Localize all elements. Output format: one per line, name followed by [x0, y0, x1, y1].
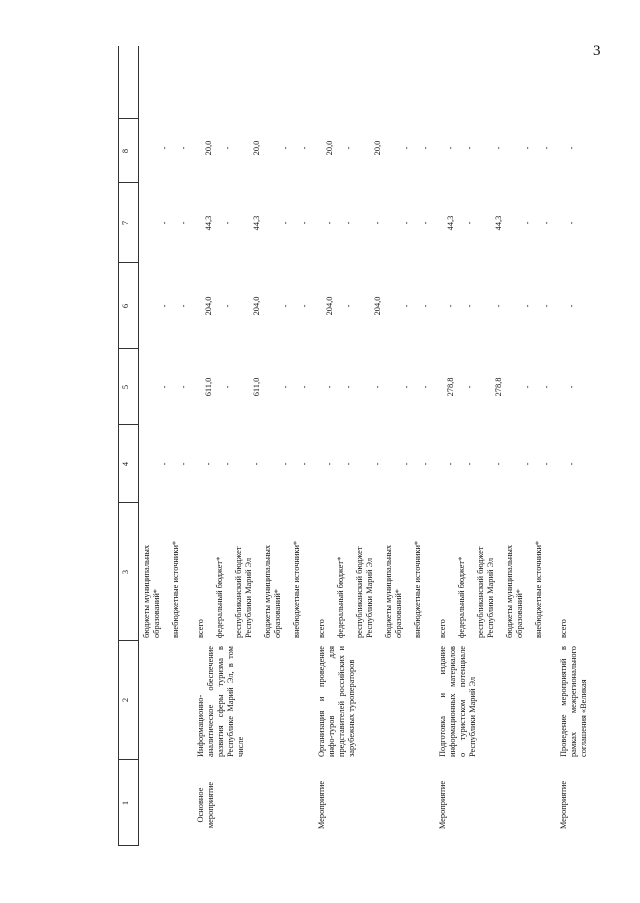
- funding-value: -: [160, 462, 169, 466]
- funding-value: -: [344, 221, 353, 225]
- row-name: Подготовка и издание информационных материалов о туристском потенциале Республики Марий Эл: [438, 646, 477, 757]
- row-type: Мероприятие: [438, 780, 447, 830]
- funding-value: -: [523, 462, 532, 466]
- funding-value: -: [281, 462, 290, 466]
- funding-value: -: [300, 304, 309, 308]
- funding-value: 278,8: [446, 377, 455, 397]
- funding-source: всего: [438, 619, 447, 638]
- funding-source: республиканский бюджет Республики Марий Эл: [355, 546, 374, 638]
- funding-source: внебюджетные источники*: [171, 540, 180, 638]
- funding-source: внебюджетные источники*: [292, 540, 301, 638]
- funding-value: -: [542, 385, 551, 389]
- funding-value: 20,0: [325, 140, 334, 156]
- funding-value: -: [523, 304, 532, 308]
- funding-value: -: [446, 146, 455, 150]
- funding-value: -: [179, 304, 188, 308]
- funding-value: -: [281, 221, 290, 225]
- funding-value: -: [223, 221, 232, 225]
- funding-value: -: [160, 385, 169, 389]
- funding-source: республиканский бюджет Республики Марий Эл: [476, 546, 495, 638]
- funding-source: внебюджетные источники*: [534, 540, 543, 638]
- rotated-table: [118, 46, 588, 846]
- funding-value: 204,0: [373, 296, 382, 316]
- funding-value: 44,3: [204, 215, 213, 231]
- funding-value: -: [402, 462, 411, 466]
- header-divider: [118, 640, 138, 641]
- funding-source: бюджеты муниципальных образований*: [505, 544, 524, 638]
- funding-value: -: [523, 146, 532, 150]
- funding-value: 204,0: [204, 296, 213, 316]
- header-divider: [118, 424, 138, 425]
- funding-value: -: [160, 304, 169, 308]
- funding-value: -: [494, 146, 503, 150]
- funding-value: -: [281, 146, 290, 150]
- funding-value: 20,0: [252, 140, 261, 156]
- header-divider: [118, 348, 138, 349]
- funding-value: -: [542, 221, 551, 225]
- funding-value: -: [325, 385, 334, 389]
- funding-value: -: [421, 462, 430, 466]
- row-name: Информационно-аналитическое обеспечение развития сферы туризма в Республике Марий Эл, в том числе: [196, 646, 245, 757]
- funding-source: внебюджетные источники*: [413, 540, 422, 638]
- funding-value: -: [446, 304, 455, 308]
- funding-value: -: [567, 146, 576, 150]
- funding-source: федеральный бюджет*: [457, 556, 466, 638]
- funding-value: -: [373, 221, 382, 225]
- funding-value: -: [373, 462, 382, 466]
- funding-value: -: [344, 146, 353, 150]
- funding-value: 44,3: [446, 215, 455, 231]
- funding-value: -: [494, 304, 503, 308]
- header-divider: [118, 502, 138, 503]
- funding-value: -: [300, 146, 309, 150]
- funding-value: -: [542, 146, 551, 150]
- funding-source: федеральный бюджет*: [215, 556, 224, 638]
- header-col-4: 4: [121, 461, 130, 467]
- funding-value: -: [281, 304, 290, 308]
- funding-value: -: [325, 221, 334, 225]
- funding-source: республиканский бюджет Республики Марий Эл: [234, 546, 253, 638]
- funding-source: бюджеты муниципальных образований*: [142, 544, 161, 638]
- funding-value: -: [300, 385, 309, 389]
- row-type: Основное мероприятие: [196, 781, 215, 829]
- funding-value: -: [179, 221, 188, 225]
- header-col-7: 7: [121, 220, 130, 226]
- funding-value: -: [325, 462, 334, 466]
- funding-value: -: [402, 146, 411, 150]
- funding-value: -: [465, 146, 474, 150]
- funding-value: -: [160, 221, 169, 225]
- funding-value: -: [160, 146, 169, 150]
- funding-source: бюджеты муниципальных образований*: [384, 544, 403, 638]
- header-col-1: 1: [121, 800, 130, 806]
- funding-value: -: [402, 385, 411, 389]
- funding-value: -: [567, 385, 576, 389]
- funding-value: 278,8: [494, 377, 503, 397]
- funding-source: бюджеты муниципальных образований*: [263, 544, 282, 638]
- funding-value: -: [252, 462, 261, 466]
- row-type: Мероприятие: [559, 780, 568, 830]
- funding-value: -: [465, 462, 474, 466]
- funding-value: -: [494, 462, 503, 466]
- row-name: Организация и проведение инфо-туров для представителей российских и зарубежных туроператоров: [317, 646, 356, 757]
- funding-value: -: [542, 462, 551, 466]
- funding-value: -: [223, 462, 232, 466]
- header-divider: [118, 118, 138, 119]
- row-name: Проведение мероприятий в рамках межрегионального соглашения «Великая: [559, 646, 588, 757]
- funding-value: -: [179, 146, 188, 150]
- funding-value: 44,3: [494, 215, 503, 231]
- header-col-6: 6: [121, 303, 130, 309]
- funding-value: -: [421, 221, 430, 225]
- funding-value: 44,3: [252, 215, 261, 231]
- header-col-8: 8: [121, 148, 130, 154]
- funding-value: -: [402, 304, 411, 308]
- funding-value: -: [223, 146, 232, 150]
- header-divider: [118, 845, 138, 846]
- funding-value: 204,0: [325, 296, 334, 316]
- funding-value: -: [373, 385, 382, 389]
- funding-value: -: [421, 146, 430, 150]
- funding-value: -: [567, 221, 576, 225]
- funding-value: -: [465, 304, 474, 308]
- funding-value: -: [402, 221, 411, 225]
- funding-value: -: [179, 385, 188, 389]
- funding-value: -: [523, 221, 532, 225]
- funding-source: всего: [196, 619, 205, 638]
- funding-value: -: [523, 385, 532, 389]
- funding-value: -: [446, 462, 455, 466]
- funding-value: -: [465, 385, 474, 389]
- header-col-2: 2: [121, 697, 130, 703]
- funding-value: -: [567, 304, 576, 308]
- funding-value: -: [223, 304, 232, 308]
- funding-source: всего: [559, 619, 568, 638]
- funding-value: -: [204, 462, 213, 466]
- funding-value: 204,0: [252, 296, 261, 316]
- funding-value: -: [421, 304, 430, 308]
- page-number: 3: [593, 43, 601, 59]
- funding-value: -: [465, 221, 474, 225]
- funding-value: -: [344, 304, 353, 308]
- funding-value: -: [344, 385, 353, 389]
- header-col-3: 3: [121, 569, 130, 575]
- funding-value: 611,0: [204, 377, 213, 397]
- row-type: Мероприятие: [317, 780, 326, 830]
- header-divider: [118, 759, 138, 760]
- funding-value: -: [344, 462, 353, 466]
- table-top-rule: [118, 46, 119, 846]
- header-col-5: 5: [121, 384, 130, 390]
- funding-value: -: [179, 462, 188, 466]
- header-divider: [118, 182, 138, 183]
- funding-source: федеральный бюджет*: [336, 556, 345, 638]
- funding-value: -: [223, 385, 232, 389]
- funding-value: -: [542, 304, 551, 308]
- header-divider: [118, 262, 138, 263]
- header-bottom-rule: [138, 46, 139, 846]
- funding-value: -: [421, 385, 430, 389]
- funding-value: -: [281, 385, 290, 389]
- funding-value: 20,0: [373, 140, 382, 156]
- funding-value: 20,0: [204, 140, 213, 156]
- funding-source: всего: [317, 619, 326, 638]
- funding-value: -: [300, 462, 309, 466]
- funding-value: -: [300, 221, 309, 225]
- funding-value: -: [567, 462, 576, 466]
- funding-value: 611,0: [252, 377, 261, 397]
